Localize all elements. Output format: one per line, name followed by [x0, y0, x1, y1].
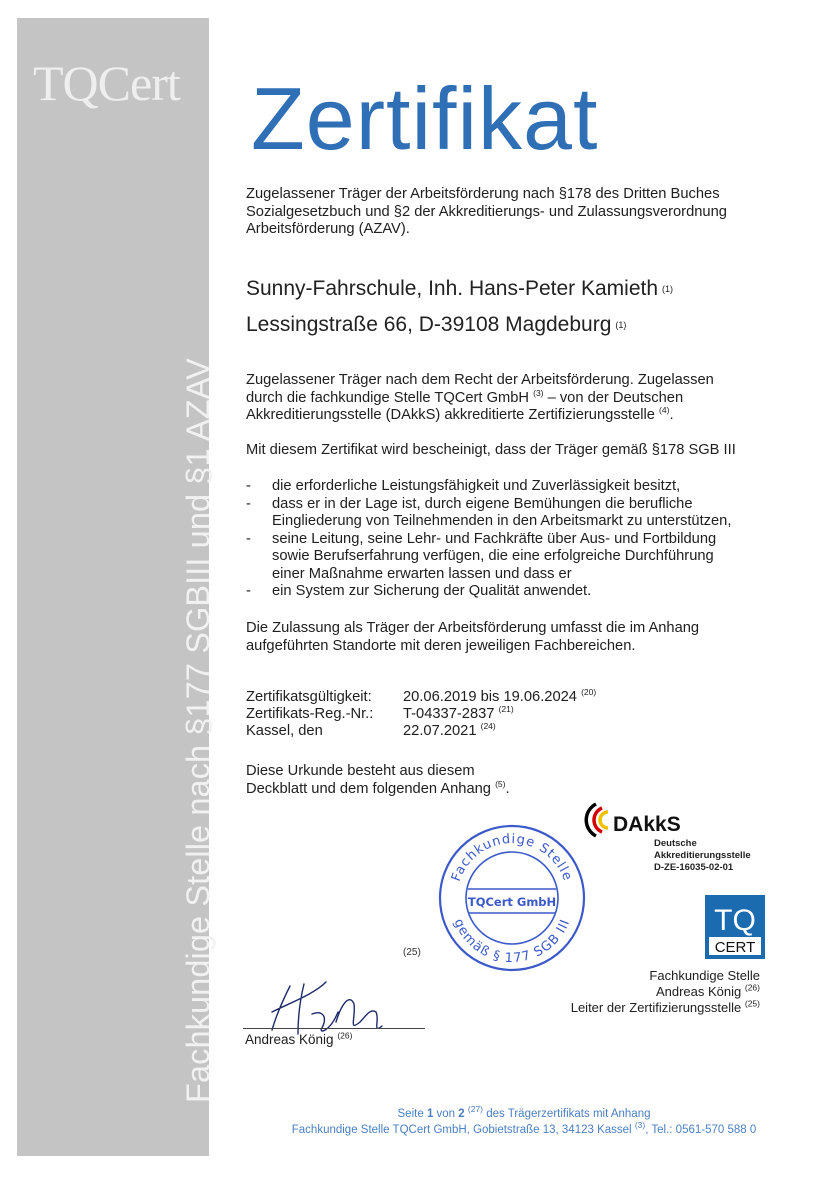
footnote-ref: (5)	[495, 778, 506, 789]
footnote-ref: (3)	[533, 387, 544, 398]
stamp-top-text: Fachkundige Stelle	[448, 831, 576, 884]
approval-paragraph	[246, 372, 714, 425]
certification-statement: Mit diesem Zertifikat wird bescheinigt, dass der Träger gemäß §178 SGB III	[246, 442, 736, 458]
composition-line	[246, 778, 510, 799]
approval-text: .	[669, 407, 674, 423]
dakks-logo-text: DAkkS	[613, 813, 681, 836]
dakks-line: Deutsche	[654, 838, 697, 849]
list-item-line: - die erforderliche Leistungsfähigkeit und Zuverlässigkeit besitzt,	[272, 478, 681, 494]
document-composition-note	[246, 763, 510, 798]
svg-text:Fachkundige Stelle	[449, 832, 575, 884]
stamp-note: (25)	[403, 947, 421, 958]
registration-number: T-04337-2837	[403, 706, 495, 722]
stamp-bottom-text: gemäß § 177 SGB III	[450, 916, 574, 967]
footnote-ref: (24)	[480, 721, 496, 732]
footer-text: Seite	[397, 1108, 427, 1120]
tq-logo-bottom: CERT	[714, 939, 756, 956]
signer-line	[571, 984, 760, 1000]
footer-text: , Tel.: 0561-570 588 0	[645, 1124, 757, 1136]
footer-contact	[224, 1120, 824, 1136]
footer-text: des Trägerzertifikats mit Anhang	[483, 1108, 651, 1120]
approval-line	[246, 387, 714, 408]
list-item	[246, 531, 731, 584]
approval-text: Akkreditierungsstelle (DAkkS) akkreditierte Zertifizierungsstelle	[246, 407, 655, 423]
intro-line: Sozialgesetzbuch und §2 der Akkreditierungs- und Zulassungsverordnung	[246, 203, 727, 220]
dakks-details	[654, 838, 751, 874]
signer-name: Andreas König	[655, 984, 742, 999]
list-item	[246, 496, 731, 531]
issue-date: 22.07.2021	[403, 723, 477, 739]
organization-name-note: (1)	[662, 284, 674, 295]
organization-name-text: Sunny-Fahrschule, Inh. Hans-Peter Kamieth	[246, 277, 659, 300]
criteria-list	[246, 478, 731, 601]
footnote-ref: (26)	[744, 982, 760, 993]
footer-page-info	[224, 1104, 824, 1120]
scope-paragraph	[246, 620, 699, 655]
intro-line: Arbeitsförderung (AZAV).	[246, 221, 410, 237]
page-title: Zertifikat	[251, 69, 599, 168]
list-item-line: sowie Berufserfahrung verfügen, die eine erfolgreiche Durchführung	[272, 548, 714, 564]
intro-line: Zugelassener Träger der Arbeitsförderung nach §178 des Dritten Buches	[246, 186, 720, 202]
dakks-logo	[580, 800, 765, 840]
dakks-line: Akkreditierungsstelle	[654, 850, 751, 861]
registration-label: Zertifikats-Reg.-Nr.:	[246, 706, 374, 722]
stamp-center-text: TQCert GmbH	[467, 895, 557, 909]
footnote-ref: (26)	[337, 1030, 353, 1041]
sidebar-brand: TQCert	[33, 55, 180, 111]
composition-text: Deckblatt und dem folgenden Anhang	[246, 780, 491, 797]
list-item-line: - seine Leitung, seine Lehr- und Fachkräfte über Aus- und Fortbildung	[272, 530, 717, 547]
organization-name	[246, 277, 673, 301]
scope-line: aufgeführten Standorte mit deren jeweiligen Fachbereichen.	[246, 637, 636, 654]
place-label: Kassel, den	[246, 723, 323, 739]
composition-text: .	[505, 780, 510, 797]
approval-line	[246, 407, 714, 425]
validity-label: Zertifikatsgültigkeit:	[246, 689, 372, 705]
approval-text: durch die fachkundige Stelle TQCert GmbH	[246, 389, 530, 406]
footnote-ref: (21)	[498, 704, 514, 715]
footer-text: Fachkundige Stelle TQCert GmbH, Gobietstraße 13, 34123 Kassel	[291, 1124, 632, 1136]
list-item	[246, 583, 731, 601]
list-item-line: - dass er in der Lage ist, durch eigene Bemühungen die berufliche	[272, 495, 693, 512]
signature-name-text: Andreas König	[245, 1032, 334, 1047]
composition-line: Diese Urkunde besteht aus diesem	[246, 763, 475, 779]
official-stamp	[437, 823, 587, 973]
signature-name	[245, 1032, 352, 1047]
validity-dates: 20.06.2019 bis 19.06.2024	[403, 689, 577, 705]
signature-line	[243, 1028, 425, 1029]
tq-logo-top: TQ	[714, 904, 756, 937]
footnote-ref: (3)	[634, 1120, 646, 1131]
footer-page-total: 2	[458, 1108, 465, 1120]
sidebar-band	[17, 18, 216, 1156]
organization-address-note: (1)	[615, 320, 627, 331]
intro-text	[246, 186, 727, 239]
list-item-line: einer Maßnahme erwarten lassen und dass er	[272, 565, 572, 582]
signer-line: Fachkundige Stelle	[649, 968, 760, 983]
date-value	[403, 723, 496, 739]
footnote-ref: (4)	[659, 405, 670, 416]
dakks-accreditation-number: D-ZE-16035-02-01	[654, 862, 734, 873]
footnote-ref: (20)	[581, 687, 597, 698]
footer-text: von	[433, 1108, 459, 1120]
svg-text:gemäß § 177 SGB III	[451, 917, 574, 967]
signer-block	[571, 968, 760, 1016]
footnote-ref: (25)	[744, 998, 760, 1009]
sidebar-vertical-text: Fachkundige Stelle nach §177 SGBIII und §1 AZAV	[180, 358, 216, 1103]
registration-value	[403, 706, 514, 722]
footer-page-number: 1	[426, 1108, 434, 1120]
signer-line	[571, 1000, 760, 1016]
scope-line: Die Zulassung als Träger der Arbeitsförderung umfasst die im Anhang	[246, 620, 700, 636]
footnote-ref: (27)	[467, 1104, 484, 1115]
signer-role: Leiter der Zertifizierungsstelle	[570, 1000, 742, 1015]
approval-line: Zugelassener Träger nach dem Recht der Arbeitsförderung. Zugelassen	[246, 372, 714, 388]
list-item-line: Eingliederung von Teilnehmenden in den Arbeitsmarkt zu unterstützen,	[272, 513, 732, 529]
list-item	[246, 478, 731, 496]
organization-address-text: Lessingstraße 66, D-39108 Magdeburg	[246, 313, 612, 336]
list-item-line: - ein System zur Sicherung der Qualität anwendet.	[272, 583, 592, 599]
validity-value	[403, 689, 596, 705]
approval-text: – von der Deutschen	[543, 389, 684, 406]
organization-address	[246, 313, 626, 337]
tqcert-logo	[705, 895, 765, 959]
